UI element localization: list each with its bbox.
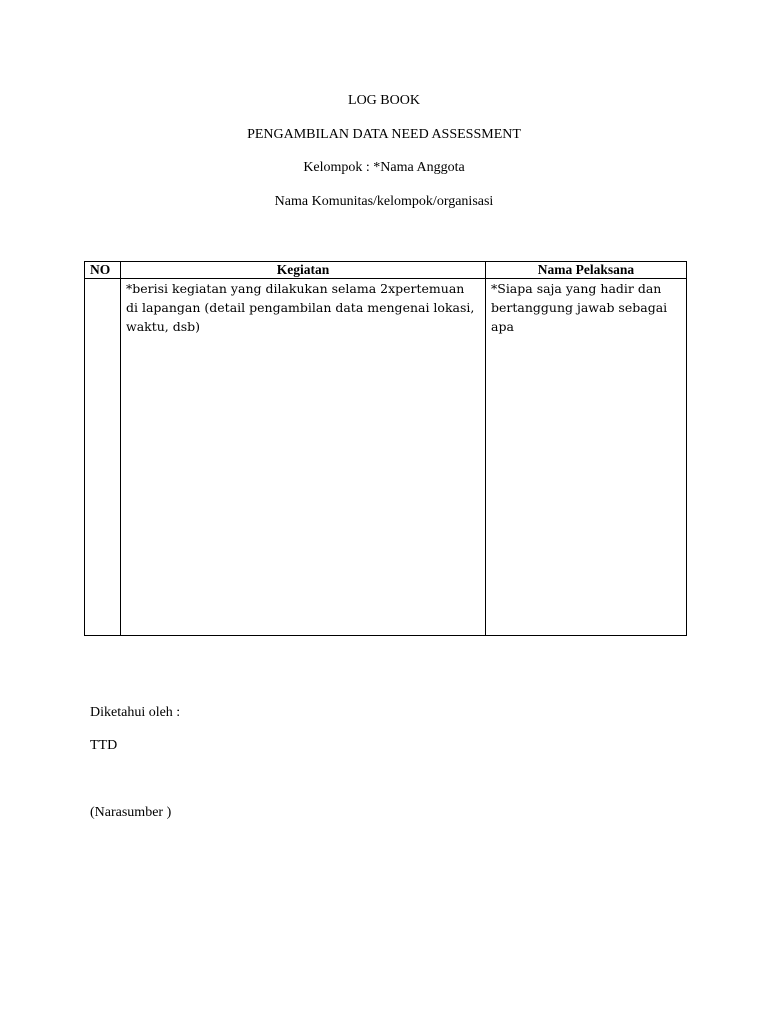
community-line: Nama Komunitas/kelompok/organisasi xyxy=(274,194,494,209)
column-header-kegiatan: Kegiatan xyxy=(121,262,486,279)
cell-kegiatan[interactable]: *berisi kegiatan yang dilakukan selama 2xpertemuan di lapangan (detail pengambilan data mengenai lokasi, waktu, dsb) xyxy=(121,279,486,636)
cell-nama-pelaksana[interactable]: *Siapa saja yang hadir dan bertanggung jawab sebagai apa xyxy=(486,279,687,636)
signature-label: TTD xyxy=(90,738,118,753)
table-header-row xyxy=(85,262,687,279)
column-header-no: NO xyxy=(85,262,121,279)
column-header-nama-pelaksana: Nama Pelaksana xyxy=(486,262,687,279)
log-table xyxy=(84,261,687,636)
group-line: Kelompok : *Nama Anggota xyxy=(303,160,465,175)
table-row xyxy=(85,279,687,636)
source-label: (Narasumber ) xyxy=(90,805,172,820)
cell-no[interactable] xyxy=(85,279,121,636)
document-title: LOG BOOK xyxy=(348,93,420,108)
known-by-label: Diketahui oleh : xyxy=(90,705,181,720)
document-subtitle: PENGAMBILAN DATA NEED ASSESSMENT xyxy=(247,127,521,142)
